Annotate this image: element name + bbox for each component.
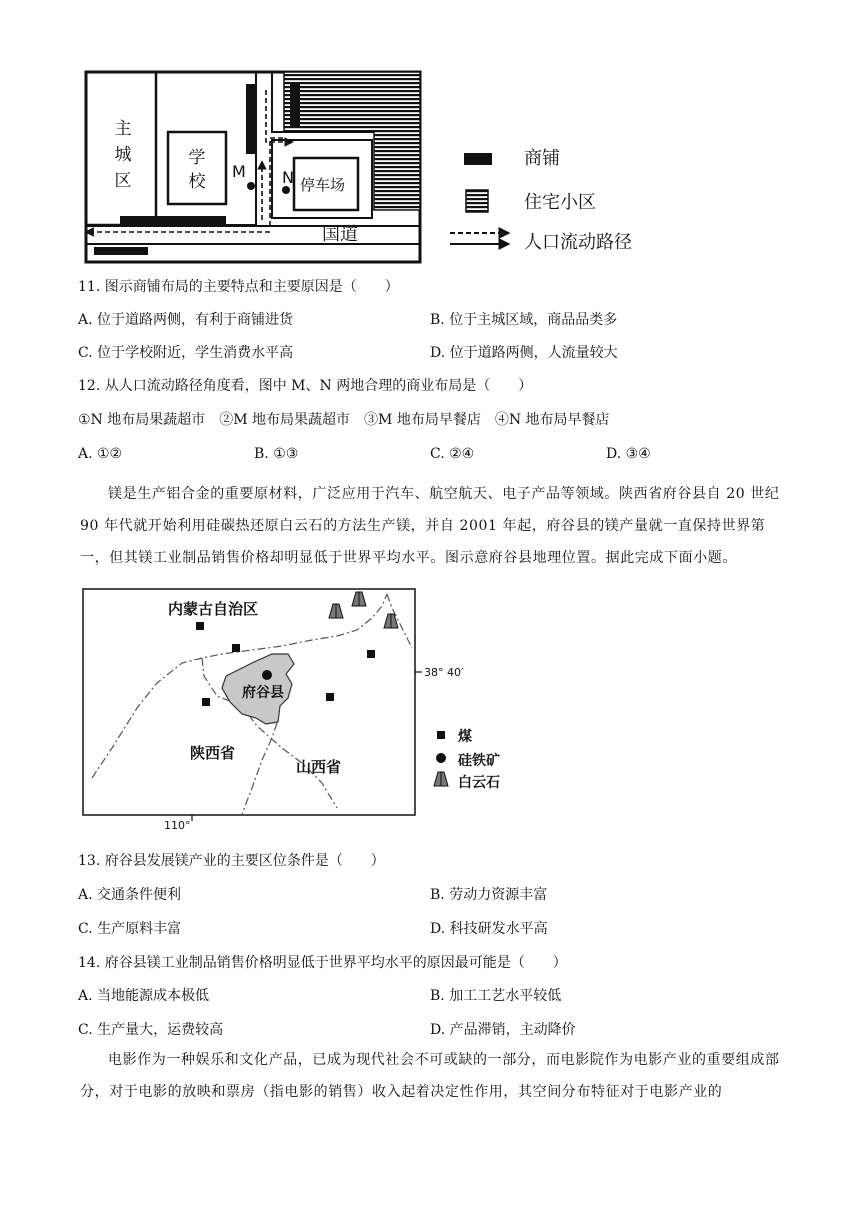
coal-symbol bbox=[196, 622, 204, 630]
q11-stem: 11. 图示商铺布局的主要特点和主要原因是（ ） bbox=[78, 279, 399, 295]
coal-symbol bbox=[232, 644, 240, 652]
q11-option-a[interactable]: A. 位于道路两侧，有利于商铺进货 bbox=[78, 312, 294, 328]
q14-option-d[interactable]: D. 产品滞销，主动降价 bbox=[430, 1022, 576, 1038]
q14-option-c[interactable]: C. 生产量大，运费较高 bbox=[78, 1022, 224, 1038]
q12-option-a[interactable]: A. ①② bbox=[78, 446, 123, 462]
q12-option-d[interactable]: D. ③④ bbox=[606, 446, 651, 462]
shop-block bbox=[246, 84, 256, 154]
coal-symbol bbox=[367, 650, 375, 658]
parking-label: 停车场 bbox=[300, 176, 346, 194]
legend-residential-label: 住宅小区 bbox=[524, 192, 596, 213]
shop-layout-map bbox=[84, 70, 684, 266]
passage-magnesium: 镁是生产铝合金的重要原材料，广泛应用于汽车、航空航天、电子产品等领域。陕西省府谷县自 20 世纪 90 年代就开始利用硅碳热还原白云石的方法生产镁，并自 2001 年起，府谷县的镁产量就一直保持世界第一，但其镁工业制品销售价格却明显低于世界平均水平。图示意府谷县地理位置。据此完成下面小题。 bbox=[80, 486, 780, 566]
q12-option-b[interactable]: B. ①③ bbox=[254, 446, 299, 462]
q14-option-b[interactable]: B. 加工工艺水平较低 bbox=[430, 988, 562, 1004]
q13-option-b[interactable]: B. 劳动力资源丰富 bbox=[430, 887, 548, 903]
q11-option-c[interactable]: C. 位于学校附近，学生消费水平高 bbox=[78, 345, 294, 361]
legend-coal-label: 煤 bbox=[458, 729, 472, 745]
coal-symbol bbox=[326, 693, 334, 701]
point-m-label: M bbox=[232, 162, 246, 181]
shop-block bbox=[290, 82, 300, 128]
shaanxi-label: 陕西省 bbox=[190, 744, 236, 762]
shop-block bbox=[120, 216, 226, 224]
point-n-dot bbox=[282, 186, 290, 194]
residential-legend-swatch bbox=[466, 190, 488, 212]
q12-option-c[interactable]: C. ②④ bbox=[430, 446, 475, 462]
shop-block bbox=[94, 247, 148, 255]
q12-items: ①N 地布局果蔬超市 ②M 地布局果蔬超市 ③M 地布局早餐店 ④N 地布局早餐店 bbox=[78, 412, 610, 428]
latitude-label: 38° 40′ bbox=[424, 666, 464, 679]
q14-stem: 14. 府谷县镁工业制品销售价格明显低于世界平均水平的原因最可能是（ ） bbox=[78, 955, 567, 971]
fugu-location-map bbox=[82, 588, 522, 838]
q13-option-a[interactable]: A. 交通条件便利 bbox=[78, 887, 182, 903]
longitude-label: 110° bbox=[164, 819, 191, 832]
dolomite-legend-symbol bbox=[434, 772, 448, 786]
shanxi-label: 山西省 bbox=[296, 758, 342, 776]
inner-mongolia-label: 内蒙古自治区 bbox=[168, 600, 259, 618]
legend-flow-label: 人口流动路径 bbox=[524, 232, 632, 253]
highway-label: 国道 bbox=[322, 224, 358, 245]
q12-stem: 12. 从人口流动路径角度看，图中 M、N 两地合理的商业布局是（ ） bbox=[78, 378, 533, 394]
shop-legend-swatch bbox=[464, 153, 492, 165]
point-n-label: N bbox=[282, 168, 294, 187]
main-city-label: 主 城 区 bbox=[114, 119, 132, 191]
ferrosilicon-legend-symbol bbox=[436, 753, 446, 763]
coal-symbol bbox=[202, 698, 210, 706]
coal-legend-symbol bbox=[437, 731, 445, 739]
legend-ferrosilicon-label: 硅铁矿 bbox=[458, 753, 500, 769]
q13-option-c[interactable]: C. 生产原料丰富 bbox=[78, 921, 182, 937]
legend-dolomite-label: 白云石 bbox=[458, 775, 500, 791]
q11-option-d[interactable]: D. 位于道路两侧，人流量较大 bbox=[430, 345, 618, 361]
dolomite-symbol bbox=[352, 592, 366, 606]
dolomite-symbol bbox=[329, 604, 343, 618]
q11-option-b[interactable]: B. 位于主城区域，商品品类多 bbox=[430, 312, 618, 328]
point-m-dot bbox=[247, 182, 255, 190]
passage-cinema: 电影作为一种娱乐和文化产品，已成为现代社会不可或缺的一部分，而电影院作为电影产业的重要组成部分，对于电影的放映和票房（指电影的销售）收入起着决定性作用，其空间分布特征对于电影产业的 bbox=[80, 1052, 780, 1100]
q13-option-d[interactable]: D. 科技研发水平高 bbox=[430, 921, 548, 937]
legend-shops-label: 商铺 bbox=[524, 148, 560, 169]
ferrosilicon-symbol bbox=[262, 670, 272, 680]
school-label: 学 校 bbox=[188, 148, 206, 192]
q13-stem: 13. 府谷县发展镁产业的主要区位条件是（ ） bbox=[78, 853, 385, 869]
fugu-label: 府谷县 bbox=[242, 685, 284, 701]
q14-option-a[interactable]: A. 当地能源成本极低 bbox=[78, 988, 210, 1004]
